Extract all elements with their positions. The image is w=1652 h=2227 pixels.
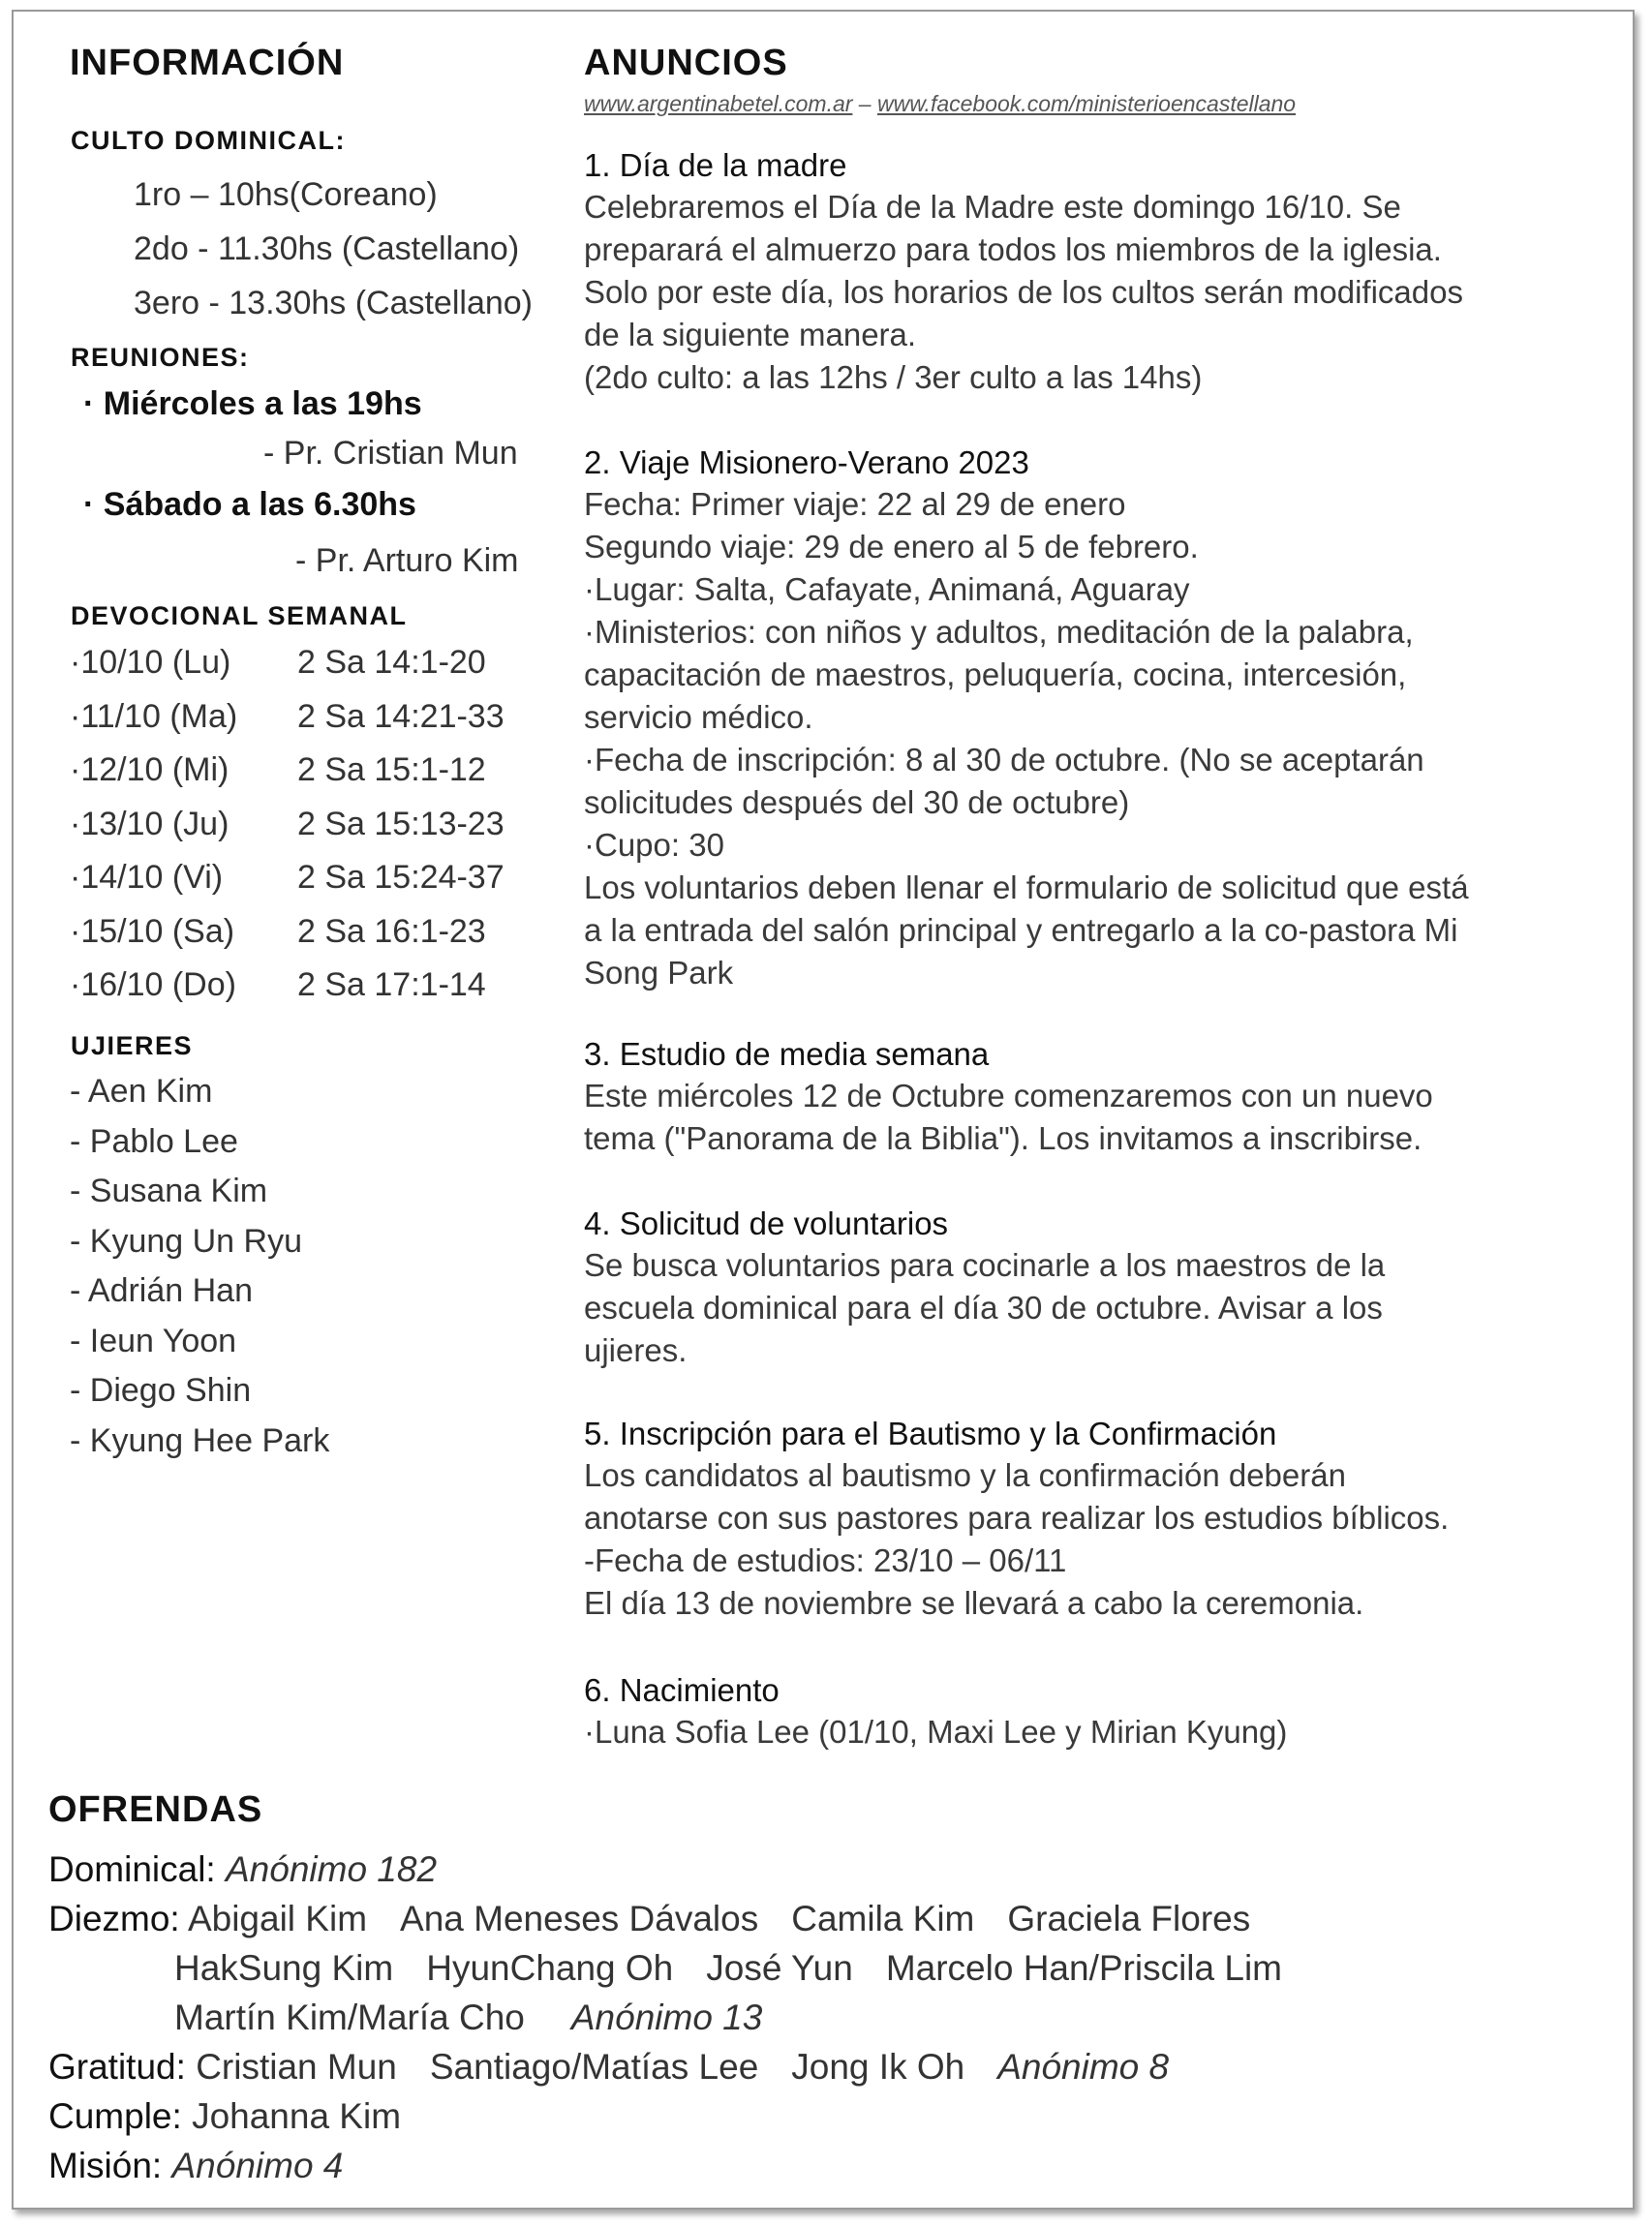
mision-label: Misión:	[48, 2146, 163, 2185]
anuncio-title: 4. Solicitud de voluntarios	[584, 1205, 949, 1241]
reunion-pastor: - Pr. Cristian Mun	[263, 435, 518, 472]
ujier-name: - Kyung Hee Park	[70, 1421, 330, 1459]
facebook-link[interactable]: www.facebook.com/ministerioencastellano	[877, 91, 1297, 116]
devocional-date: ·13/10 (Ju)	[70, 805, 229, 842]
cumple-label: Cumple:	[48, 2096, 182, 2136]
devocional-date: ·16/10 (Do)	[70, 966, 236, 1003]
culto-item: 1ro – 10hs(Coreano)	[134, 176, 438, 213]
ofrenda-mision	[48, 2146, 343, 2186]
anuncio-body: Este miércoles 12 de Octubre comenzaremos con un nuevo tema ("Panorama de la Biblia"). Los invitamos a inscribirse.	[584, 1078, 1433, 1156]
cumple-value: Johanna Kim	[192, 2096, 402, 2136]
gratitud-name: Santiago/Matías Lee	[429, 2047, 759, 2087]
reunion-pastor: - Pr. Arturo Kim	[295, 542, 519, 579]
anuncio-body: Fecha: Primer viaje: 22 al 29 de enero Segundo viaje: 29 de enero al 5 de febrero. ·Lugar: Salta, Cafayate, Animaná, Aguaray ·Ministerios: con niños y adultos, meditación de la palabra, capacitación de maestros, peluquería, cocina, intercesión, servicio médico. ·Fecha de inscripción: 8 al 30 de octubre. (No se aceptarán solicitudes después del 30 de octubre) ·Cupo: 30 Los voluntarios deben llenar el formulario de solicitud que está a la entrada del salón principal y entregarlo a la co-pastora Mi Song Park	[584, 486, 1469, 991]
ujieres-heading: UJIERES	[71, 1031, 194, 1060]
diezmo-name: Abigail Kim	[187, 1899, 368, 1938]
diezmo-name: Camila Kim	[791, 1899, 975, 1938]
ofrendas-title: OFRENDAS	[48, 1789, 263, 1830]
devocional-date: ·14/10 (Vi)	[70, 859, 224, 896]
diezmo-name: Ana Meneses Dávalos	[400, 1899, 759, 1938]
ujier-name: - Pablo Lee	[70, 1122, 238, 1160]
devocional-ref: 2 Sa 16:1-23	[297, 912, 486, 950]
diezmo-name: HakSung Kim	[174, 1948, 394, 1988]
website-link[interactable]: www.argentinabetel.com.ar	[584, 91, 853, 116]
devocional-ref: 2 Sa 14:21-33	[297, 697, 505, 735]
devocional-date: ·10/10 (Lu)	[70, 644, 231, 681]
ofrenda-gratitud	[48, 2047, 1169, 2088]
ujier-name: - Aen Kim	[70, 1073, 213, 1110]
anuncio-title: 5. Inscripción para el Bautismo y la Confirmación	[584, 1416, 1277, 1451]
ofrenda-cumple	[48, 2096, 401, 2137]
reuniones-heading: REUNIONES:	[71, 343, 250, 372]
diezmo-name: Martín Kim/María Cho	[174, 1998, 525, 2037]
culto-item: 3ero - 13.30hs (Castellano)	[134, 285, 534, 321]
anuncio-body: Los candidatos al bautismo y la confirmación deberán anotarse con sus pastores para realizar los estudios bíblicos. -Fecha de estudios: 23/10 – 06/11 El día 13 de noviembre se llevará a cabo la ceremonia.	[584, 1457, 1450, 1621]
anuncio-title: 3. Estudio de media semana	[584, 1036, 990, 1072]
devocional-date: ·12/10 (Mi)	[70, 751, 229, 788]
devocional-ref: 2 Sa 15:1-12	[297, 751, 486, 788]
mision-value: Anónimo 4	[171, 2146, 344, 2185]
anuncio-title: 2. Viaje Misionero-Verano 2023	[584, 444, 1029, 480]
gratitud-anon: Anónimo 8	[997, 2047, 1170, 2087]
gratitud-label: Gratitud:	[48, 2047, 186, 2087]
dominical-value: Anónimo 182	[226, 1849, 438, 1889]
ofrenda-diezmo-line3	[174, 1998, 762, 2038]
dominical-label: Dominical:	[48, 1849, 216, 1889]
anuncios-title: ANUNCIOS	[584, 43, 788, 83]
link-separator: –	[852, 91, 877, 116]
ujier-name: - Adrián Han	[70, 1272, 253, 1309]
anuncio-body: ·Luna Sofia Lee (01/10, Maxi Lee y Mirian Kyung)	[584, 1714, 1288, 1750]
devocional-date: ·15/10 (Sa)	[70, 912, 235, 950]
anuncio-body: Se busca voluntarios para cocinarle a los maestros de la escuela dominical para el día 30 de octubre. Avisar a los ujieres.	[584, 1247, 1386, 1368]
devocional-ref: 2 Sa 14:1-20	[297, 644, 486, 681]
culto-item: 2do - 11.30hs (Castellano)	[134, 230, 520, 267]
gratitud-name: Jong Ik Oh	[791, 2047, 965, 2087]
devocional-heading: DEVOCIONAL SEMANAL	[71, 601, 408, 630]
culto-heading: CULTO DOMINICAL:	[71, 126, 346, 155]
gratitud-name: Cristian Mun	[196, 2047, 397, 2087]
reunion-day: · Miércoles a las 19hs	[83, 385, 422, 422]
diezmo-name: HyunChang Oh	[426, 1948, 674, 1988]
ujier-name: - Susana Kim	[70, 1173, 268, 1209]
reunion-day: · Sábado a las 6.30hs	[83, 486, 416, 523]
anuncio-body: Celebraremos el Día de la Madre este domingo 16/10. Se preparará el almuerzo para todos los miembros de la iglesia. Solo por este día, los horarios de los cultos serán modificados de la siguiente manera. (2do culto: a las 12hs / 3er culto a las 14hs)	[584, 189, 1463, 395]
diezmo-label: Diezmo:	[48, 1899, 180, 1938]
devocional-ref: 2 Sa 15:13-23	[297, 805, 505, 842]
anuncio-title: 6. Nacimiento	[584, 1672, 780, 1708]
diezmo-anon: Anónimo 13	[570, 1998, 763, 2037]
diezmo-name: José Yun	[706, 1948, 853, 1988]
info-title: INFORMACIÓN	[70, 43, 345, 83]
links-line	[584, 91, 1296, 117]
devocional-ref: 2 Sa 15:24-37	[297, 859, 505, 896]
ujier-name: - Diego Shin	[70, 1372, 252, 1409]
ujier-name: - Kyung Un Ryu	[70, 1222, 302, 1260]
ofrenda-dominical	[48, 1849, 437, 1890]
devocional-date: ·11/10 (Ma)	[70, 697, 238, 735]
diezmo-name: Graciela Flores	[1007, 1899, 1251, 1938]
anuncio-title: 1. Día de la madre	[584, 147, 847, 183]
devocional-ref: 2 Sa 17:1-14	[297, 966, 486, 1003]
ofrenda-diezmo	[48, 1899, 1250, 1939]
ofrenda-diezmo-line2	[174, 1948, 1282, 1989]
diezmo-name: Marcelo Han/Priscila Lim	[885, 1948, 1282, 1988]
ujier-name: - Ieun Yoon	[70, 1322, 237, 1359]
